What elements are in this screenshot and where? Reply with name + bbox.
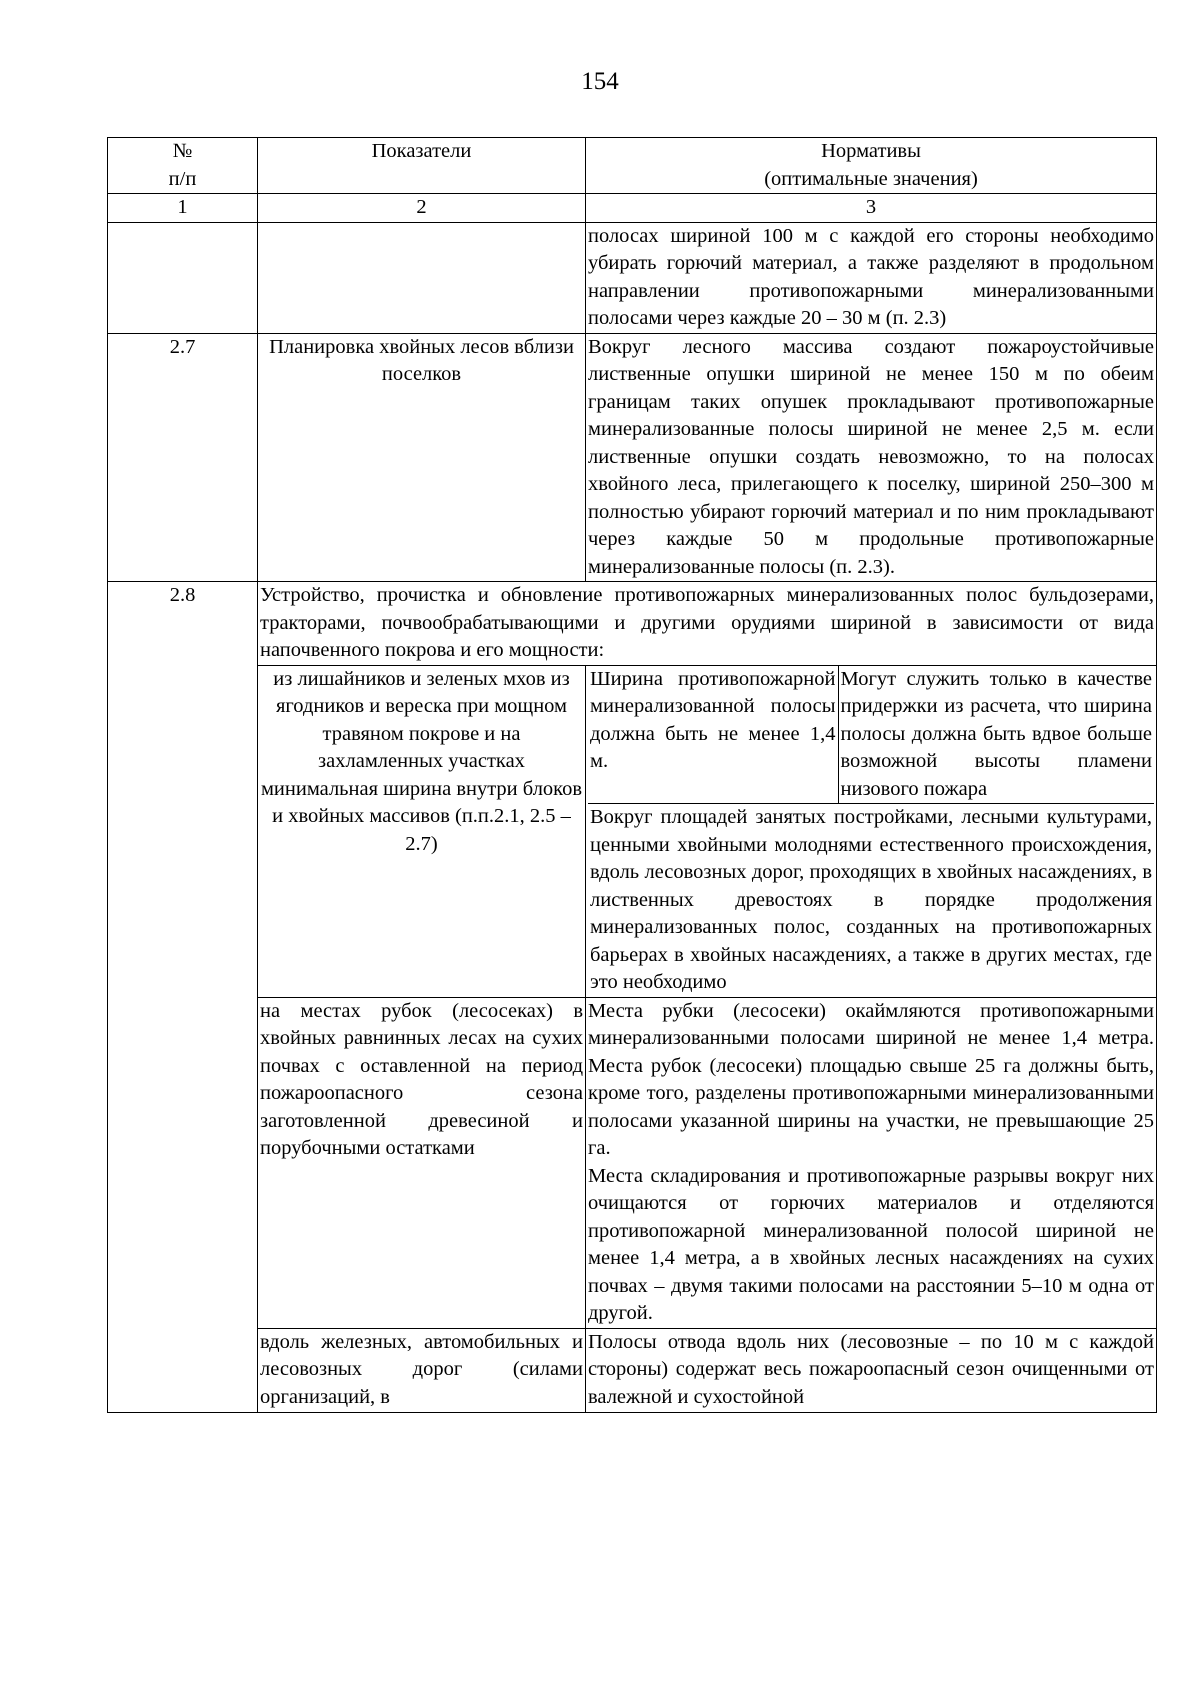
- indicator-text: на местах рубок (лесосеках) в хвойных равнинных лесах на сухих почвах с оставленной на период пожароопасного сезона заготовленной древесиной и порубочными остатками: [258, 997, 586, 1328]
- header-row: [108, 138, 1157, 194]
- page-number: 154: [581, 68, 619, 95]
- indicator-text: вдоль железных, автомобильных и лесовозных дорог (силами организаций, в: [258, 1328, 586, 1412]
- nested-norms: [586, 665, 1157, 997]
- norm-paragraph-1: Места рубки (лесосеки) окаймляются противопожарными минерализованными полосами шириной не менее 1,4 метра. Места рубок (лесосеки) площадью свыше 25 га должны быть, кроме того, разделены противопожарными минерализованными полосами указанной ширины на участки, не превышающие 25 га.: [588, 999, 1154, 1159]
- cell-empty: [108, 222, 258, 333]
- table-row-2-8: [108, 582, 1157, 666]
- header-indicators: Показатели: [258, 138, 586, 194]
- column-number-3: 3: [586, 194, 1157, 223]
- subrow-cutting-sites: [108, 997, 1157, 1328]
- header-number: № п/п: [108, 138, 258, 194]
- note-text: Могут служить только в качестве придержки из расчета, что ширина полосы должна быть вдвое больше возможной высоты пламени низового пожара: [838, 666, 1154, 804]
- indicator-text: из лишайников и зеленых мхов из ягодников и вереска при мощном травяном покрове и на захламленных участках минимальная ширина внутри блоков и хвойных массивов (п.п.2.1, 2.5 – 2.7): [258, 665, 586, 997]
- norm-text: [586, 997, 1157, 1328]
- column-number-row: [108, 194, 1157, 223]
- column-number-2: 2: [258, 194, 586, 223]
- cell-empty: [258, 222, 586, 333]
- column-number-1: 1: [108, 194, 258, 223]
- norm-text: полосах шириной 100 м с каждой его стороны необходимо убирать горючий материал, а также разделяют в продольном направлении противопожарными минерализованными полосами через каждые 20 – 30 м (п. 2.3): [586, 222, 1157, 333]
- around-norm-text: Вокруг площадей занятых постройками, лесными культурами, ценными хвойными молоднями естественного происхождения, вдоль лесовозных дорог, проходящих в хвойных насаждениях, в лиственных древостоях в порядке продолжения минерализованных полос, созданных на противопожарных барьерах в хвойных насаждениях, а также в других местах, где это необходимо: [588, 804, 1154, 997]
- norm-text: Вокруг лесного массива создают пожароустойчивые лиственные опушки шириной не менее 150 м по обеим границам таких опушек прокладывают противопожарные минерализованные полосы шириной не менее 2,5 м. если лиственные опушки создать невозможно, то на полосах хвойного леса, прилегающего к поселку, шириной 250–300 м полностью убирают горючий материал и по ним прокладывают через каждые 50 м продольные противопожарные минерализованные полосы (п. 2.3).: [586, 333, 1157, 582]
- row-intro-text: Устройство, прочистка и обновление противопожарных минерализованных полос бульдозерами, тракторами, почвообрабатывающими и другими орудиями шириной в зависимости от вида напочвенного покрова и его мощности:: [258, 582, 1157, 666]
- table-row-2-7: [108, 333, 1157, 582]
- row-number: 2.7: [108, 333, 258, 582]
- subrow-lichen: [108, 665, 1157, 997]
- inner-table: [588, 666, 1154, 997]
- row-number: 2.8: [108, 582, 258, 1413]
- subrow-roads: [108, 1328, 1157, 1412]
- header-norms: Нормативы (оптимальные значения): [586, 138, 1157, 194]
- width-norm-text: Ширина противопожарной минерализованной полосы должна быть не менее 1,4 м.: [588, 666, 838, 804]
- norm-paragraph-2: Места складирования и противопожарные разрывы вокруг них очищаются от горючих материалов и отделяются противопожарной минерализованной полосой шириной не менее 1,4 метра, а в хвойных лесных насаждениях на сухих почвах – двумя такими полосами на расстоянии 5–10 м одна от другой.: [588, 1164, 1154, 1324]
- norms-table: [107, 137, 1157, 1413]
- continuation-row: [108, 222, 1157, 333]
- indicator-text: Планировка хвойных лесов вблизи поселков: [258, 333, 586, 582]
- norm-text: Полосы отвода вдоль них (лесовозные – по 10 м с каждой стороны) содержат весь пожароопасный сезон очищенными от валежной и сухостойной: [586, 1328, 1157, 1412]
